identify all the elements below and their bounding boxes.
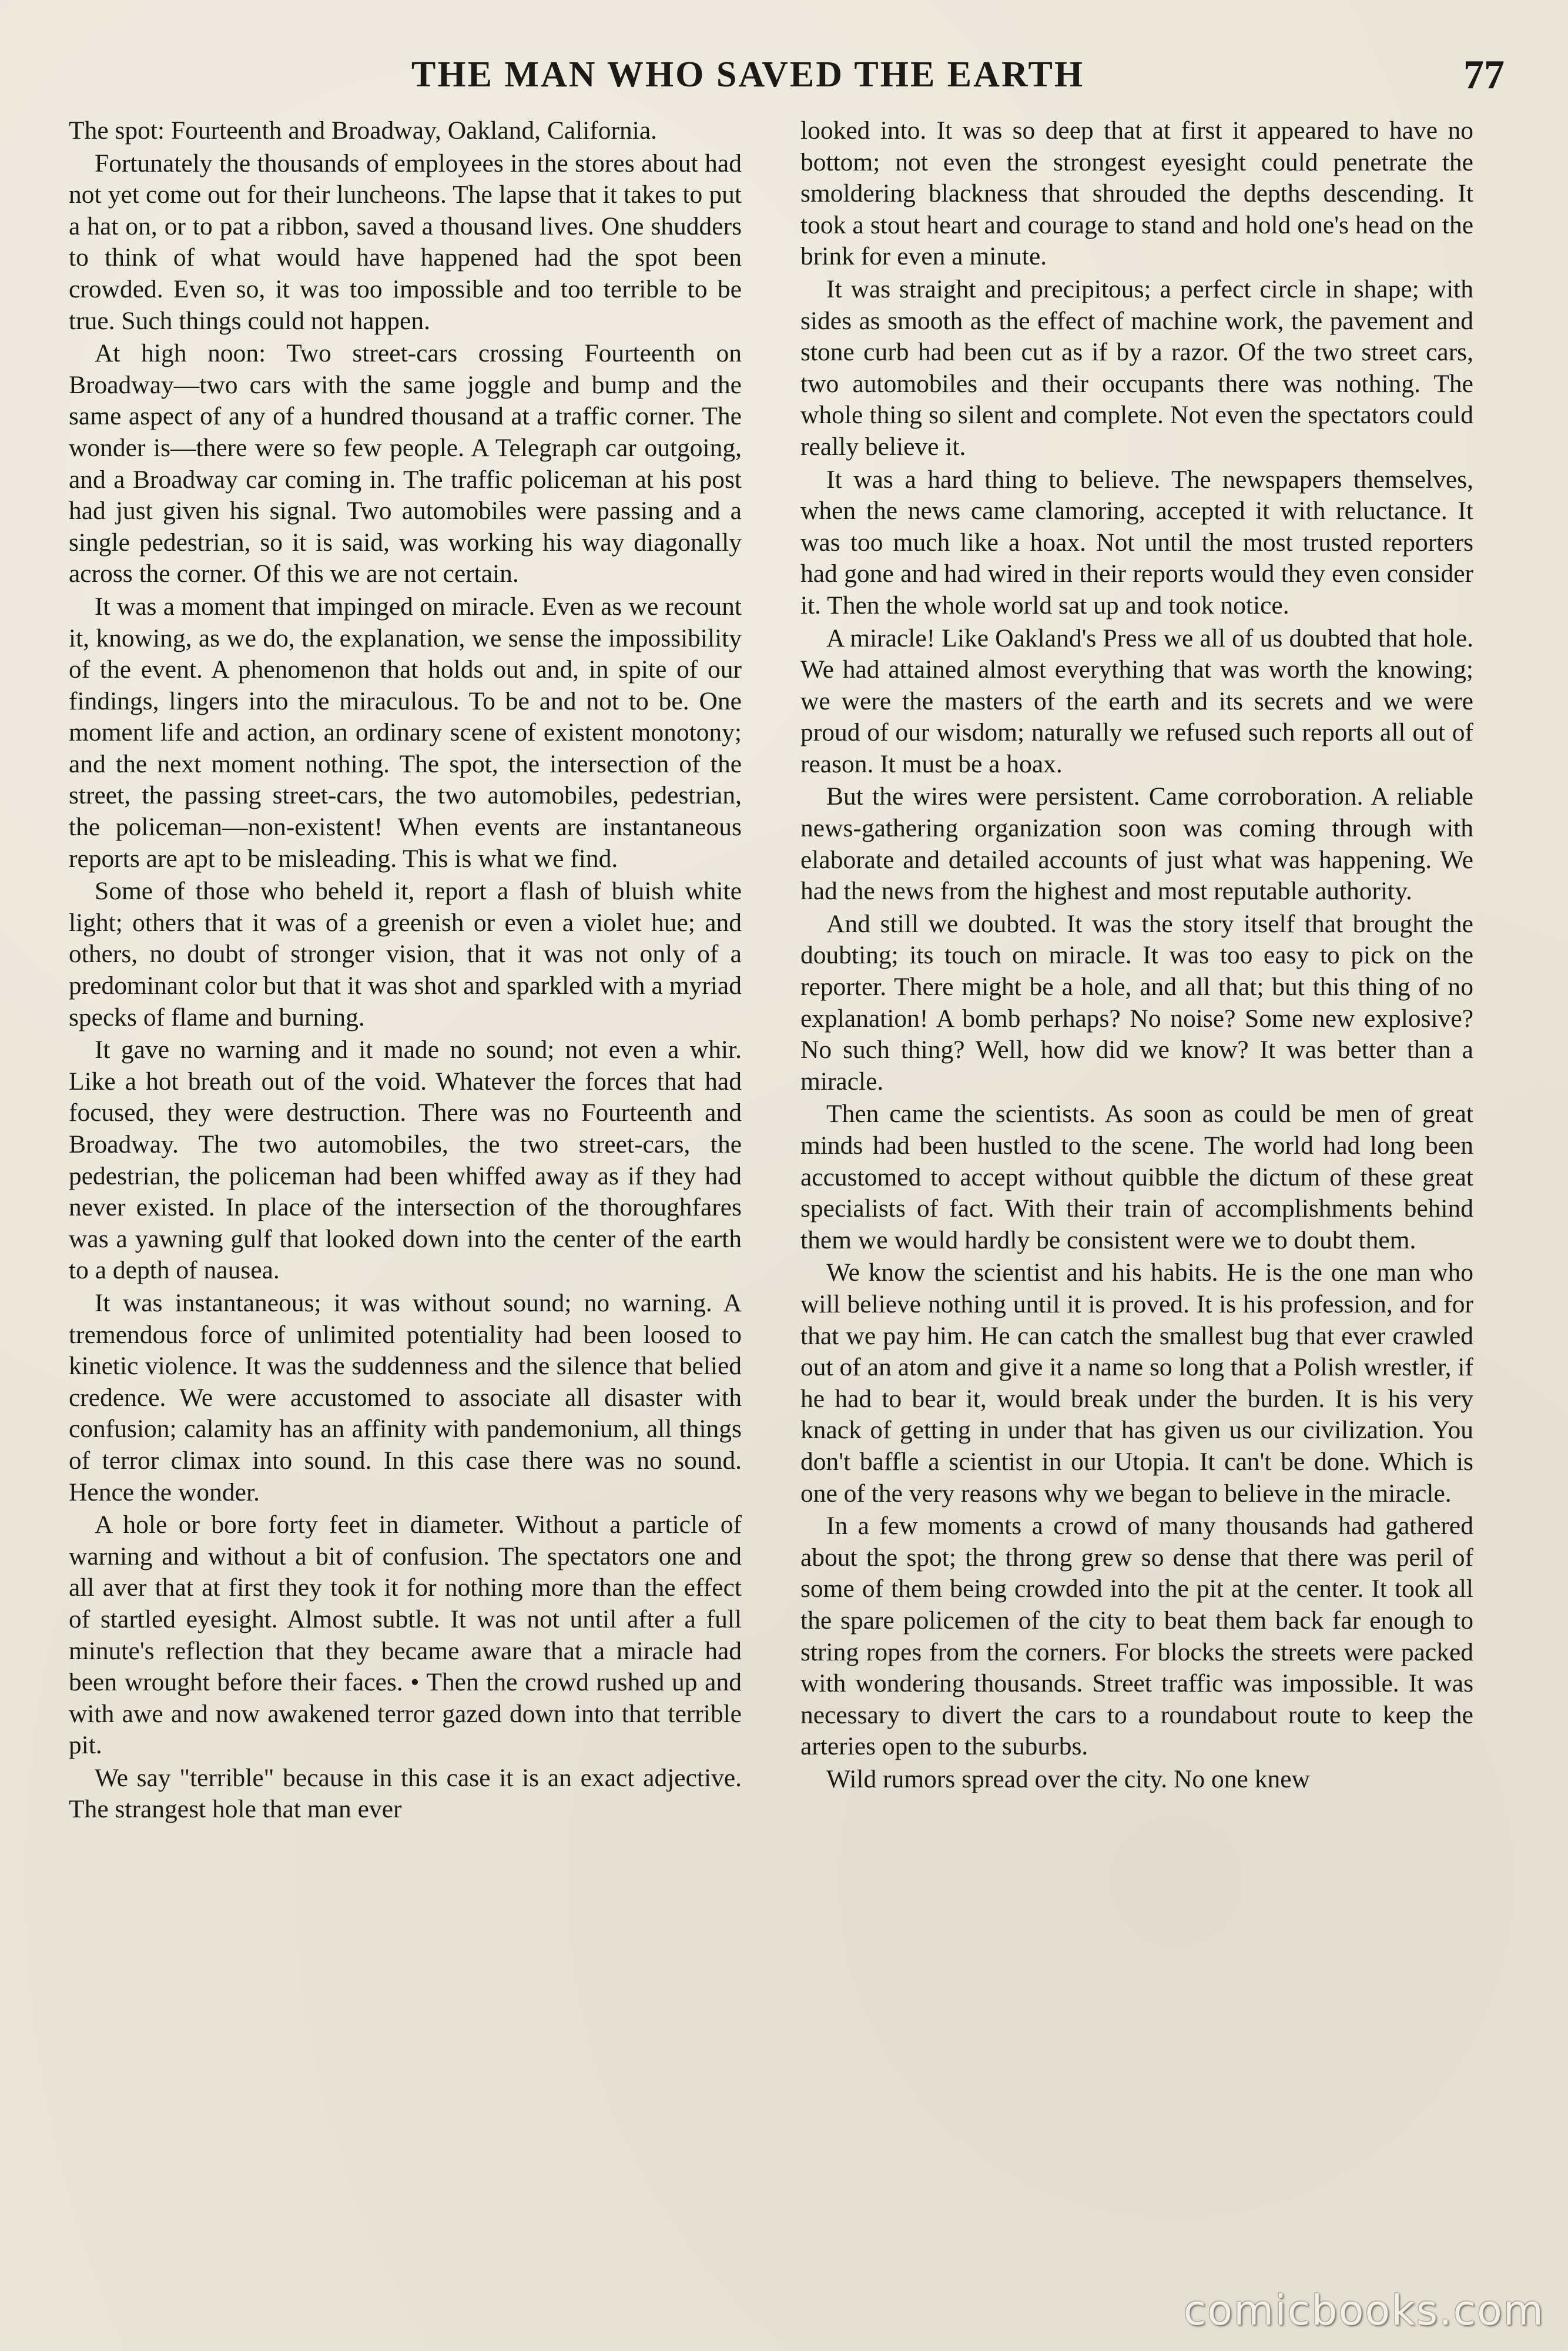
paragraph: It was instantaneous; it was without sound; no warning. A tremendous force of unlimited potentiality had been loosed to kinetic violence. It was the suddenness and the silence that belied credence. We were accustomed to associate all disaster with confusion; calamity has an affinity with pandemonium, all things of terror climax into sound. In this case there was no sound. Hence the wonder. [69,1288,742,1506]
paragraph: Wild rumors spread over the city. No one knew [826,1764,1310,1793]
page-number: 77 [1463,52,1505,98]
paragraph: But the wires were persistent. Came corroboration. A reliable news-gathering organization soon was coming through with elaborate and detailed accounts of just what was happening. We had the news from the highest and most reputable authority. [800,782,1473,906]
paragraph: looked into. It was so deep that at first it appeared to have no bottom; not even the strongest eyesight could penetrate the smoldering blackness that shrouded the depths descending. It took a stout heart and courage to stand and hold one's head on the brink for even a minute. [800,116,1473,271]
paragraph: It was a hard thing to believe. The newspapers themselves, when the news came clamoring, accepted it with reluctance. It was too much like a hoax. Not until the most trusted reporters had gone and had wired in their reports would they even consider it. Then the whole world sat up and took notice. [800,465,1473,619]
paragraph: A hole or bore forty feet in diameter. Without a particle of warning and without a bit of confusion. The spectators one and all aver that at first they took it for nothing more than the effect of startled eyesight. Almost subtle. It was not until after a full minute's reflection that they became aware that a miracle had been wrought before their faces. • Then the crowd rushed up and with awe and now awakened terror gazed down into that terrible pit. [69,1511,742,1760]
paragraph: A miracle! Like Oakland's Press we all of us doubted that hole. We had attained almost everything that was worth the knowing; we were the masters of the earth and its secrets and we were proud of our wisdom; naturally we refused such reports all out of reason. It must be a hoax. [800,624,1473,778]
paragraph: It was a moment that impinged on miracle. Even as we recount it, knowing, as we do, the explanation, we sense the impossibility of the event. A phenomenon that holds out and, in spite of our findings, lingers into the miraculous. To be and not to be. One moment life and action, an ordinary scene of existent monotony; and the next moment nothing. The spot, the intersection of the street, the passing street-cars, the two automobiles, pedestrian, the policeman—non-existent! When events are instantaneous reports are apt to be misleading. This is what we find. [69,592,742,873]
paragraph: It was straight and precipitous; a perfect circle in shape; with sides as smooth as the effect of machine work, the pavement and stone curb had been cut as if by a razor. Of the two street cars, two automobiles and their occupants there was nothing. The whole thing so silent and complete. Not even the spectators could really believe it. [800,274,1473,461]
paragraph: We know the scientist and his habits. He is the one man who will believe nothing until it is proved. It is his profession, and for that we pay him. He can catch the smallest bug that ever crawled out of an atom and give it a name so long that a Polish wrestler, if he had to bear it, would break under the burden. It is his very knack of getting in under that has given us our civilization. You don't baffle a scientist in our Utopia. It can't be done. Which is one of the very reasons why we began to believe in the miracle. [800,1258,1473,1508]
right-column [800,115,1473,2278]
paragraph: At high noon: Two street-cars crossing Fourteenth on Broadway—two cars with the same joggle and bump and the same aspect of any of a hundred thousand at a traffic corner. The wonder is—there were so few people. A Telegraph car outgoing, and a Broadway car coming in. The traffic policeman at his post had just given his signal. Two automobiles were passing and a single pedestrian, so it is said, was working his way diagonally across the corner. Of this we are not certain. [69,339,742,588]
left-column [69,115,742,2278]
paragraph: And still we doubted. It was the story itself that brought the doubting; its touch on miracle. It was too easy to pick on the reporter. There might be a hole, and all that; but this thing of no explanation! A bomb perhaps? No noise? Some new explosive? No such thing? Well, how did we know? It was better than a miracle. [800,909,1473,1096]
paragraph: The spot: Fourteenth and Broadway, Oakland, California. [69,116,658,145]
running-title: THE MAN WHO SAVED THE EARTH [411,55,1085,95]
paragraph: We say "terrible" because in this case it is an exact adjective. The strangest hole that man ever [69,1763,742,1824]
paragraph: Fortunately the thousands of employees in the stores about had not yet come out for their luncheons. The lapse that it takes to put a hat on, or to pat a ribbon, saved a thousand lives. One shudders to think of what would have happened had the spot been crowded. Even so, it was too impossible and too terrible to be true. Such things could not happen. [69,149,742,335]
paragraph: Then came the scientists. As soon as could be men of great minds had been hustled to the scene. The world had long been accustomed to accept without quibble the dictum of these great specialists of fact. With their train of accomplishments behind them we would hardly be consistent were we to doubt them. [800,1100,1473,1254]
paragraph: Some of those who beheld it, report a flash of bluish white light; others that it was of a greenish or even a violet hue; and others, no doubt of stronger vision, that it was not only of a predominant color but that it was shot and sparkled with a myriad specks of flame and burning. [69,877,742,1032]
watermark: comicbooks.com [1183,2286,1544,2335]
paragraph: In a few moments a crowd of many thousands had gathered about the spot; the throng grew so dense that there was peril of some of them being crowded into the pit at the center. It took all the spare policemen of the city to beat them back far enough to string ropes from the corners. For blocks the streets were packed with wondering thousands. Street traffic was impossible. It was necessary to divert the cars to a roundabout route to keep the arteries open to the suburbs. [800,1512,1473,1761]
running-head [94,54,1522,107]
paragraph: It gave no warning and it made no sound; not even a whir. Like a hot breath out of the void. Whatever the forces that had focused, they were destruction. There was no Fourteenth and Broadway. The two automobiles, the two street-cars, the pedestrian, the policeman had been whiffed away as if they had never existed. In place of the intersection of the thoroughfares was a yawning gulf that looked down into the center of the earth to a depth of nausea. [69,1036,742,1285]
